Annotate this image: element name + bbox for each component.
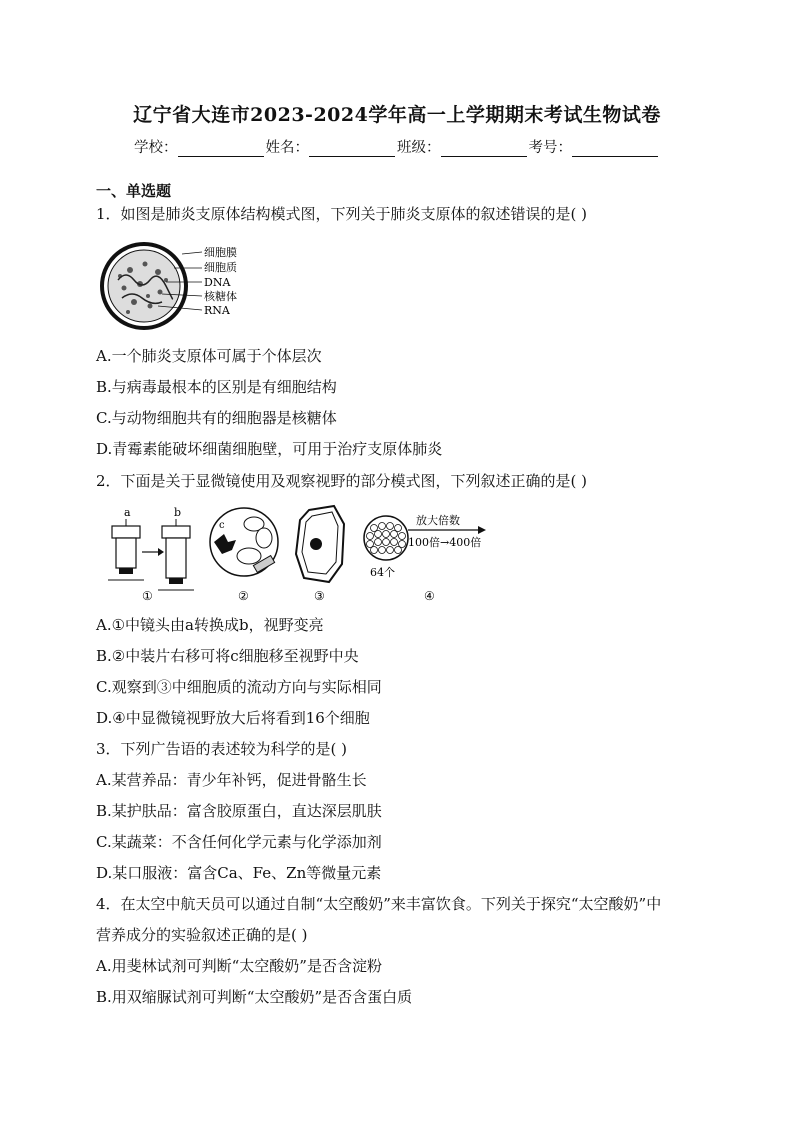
school-blank[interactable] xyxy=(178,142,264,157)
class-blank[interactable] xyxy=(441,142,527,157)
question-3-stem: 3．下列广告语的表述较为科学的是( ) xyxy=(96,740,348,758)
mycoplasma-figure xyxy=(100,240,250,336)
q3-option-c[interactable]: C.某蔬菜：不含任何化学元素与化学添加剂 xyxy=(96,833,382,851)
student-info-line xyxy=(0,136,794,157)
microscope-figure xyxy=(104,504,504,608)
q1-option-b[interactable]: B.与病毒最根本的区别是有细胞结构 xyxy=(96,378,337,396)
label-c: c xyxy=(219,520,225,531)
name-blank[interactable] xyxy=(309,142,395,157)
label-magnify: 放大倍数 xyxy=(416,514,460,527)
label-a: a xyxy=(124,506,131,519)
label-2: ② xyxy=(238,589,249,603)
q3-option-b[interactable]: B.某护肤品：富含胶原蛋白，直达深层肌肤 xyxy=(96,802,382,820)
q3-option-d[interactable]: D.某口服液：富含Ca、Fe、Zn等微量元素 xyxy=(96,864,382,882)
label-cell-membrane: 细胞膜 xyxy=(204,246,237,259)
q1-option-c[interactable]: C.与动物细胞共有的细胞器是核糖体 xyxy=(96,409,337,427)
class-label: 班级： xyxy=(397,140,441,156)
label-b: b xyxy=(174,506,182,519)
label-count: 64个 xyxy=(370,566,395,579)
label-ratio: 100倍→400倍 xyxy=(408,536,482,549)
label-ribosome: 核糖体 xyxy=(204,290,237,303)
question-1-stem: 1．如图是肺炎支原体结构模式图，下列关于肺炎支原体的叙述错误的是( ) xyxy=(96,205,588,223)
label-rna: RNA xyxy=(204,304,230,317)
q1-option-d[interactable]: D.青霉素能破坏细菌细胞壁，可用于治疗支原体肺炎 xyxy=(96,440,443,458)
q2-option-d[interactable]: D.④中显微镜视野放大后将看到16个细胞 xyxy=(96,709,370,727)
question-4-stem-line2: 营养成分的实验叙述正确的是( ) xyxy=(96,926,308,944)
label-3: ③ xyxy=(314,589,325,603)
school-label: 学校： xyxy=(134,140,178,156)
name-label: 姓名： xyxy=(265,140,309,156)
q4-option-a[interactable]: A.用斐林试剂可判断“太空酸奶”是否含淀粉 xyxy=(96,957,382,975)
exam-no-label: 考号： xyxy=(528,140,572,156)
q2-option-c[interactable]: C.观察到③中细胞质的流动方向与实际相同 xyxy=(96,678,382,696)
question-2-stem: 2．下面是关于显微镜使用及观察视野的部分模式图，下列叙述正确的是( ) xyxy=(96,472,588,490)
label-dna: DNA xyxy=(204,276,231,289)
section-heading: 一、单选题 xyxy=(96,182,172,200)
q2-option-a[interactable]: A.①中镜头由a转换成b，视野变亮 xyxy=(96,616,324,634)
label-4: ④ xyxy=(424,589,435,603)
exam-no-blank[interactable] xyxy=(572,142,658,157)
label-1: ① xyxy=(142,589,153,603)
q3-option-a[interactable]: A.某营养品：青少年补钙，促进骨骼生长 xyxy=(96,771,367,789)
q4-option-b[interactable]: B.用双缩脲试剂可判断“太空酸奶”是否含蛋白质 xyxy=(96,988,413,1006)
q2-option-b[interactable]: B.②中装片右移可将c细胞移至视野中央 xyxy=(96,647,359,665)
exam-title: 辽宁省大连市2023-2024学年高一上学期期末考试生物试卷 xyxy=(133,104,661,126)
question-4-stem-line1: 4．在太空中航天员可以通过自制“太空酸奶”来丰富饮食。下列关于探究“太空酸奶”中 xyxy=(96,895,662,913)
q1-option-a[interactable]: A.一个肺炎支原体可属于个体层次 xyxy=(96,347,322,365)
label-cytoplasm: 细胞质 xyxy=(204,261,237,274)
